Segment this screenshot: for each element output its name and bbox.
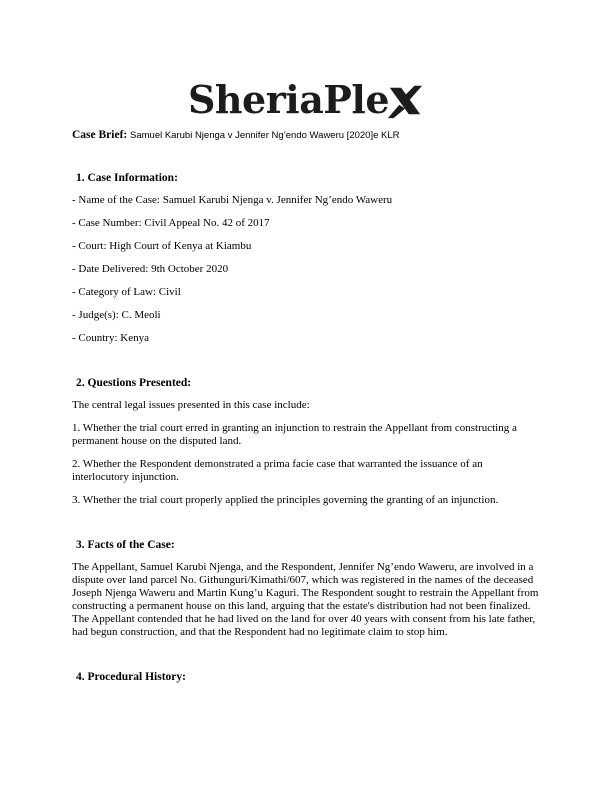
sheriaplex-logo bbox=[0, 78, 612, 122]
questions-presented-heading: 2. Questions Presented: bbox=[76, 377, 192, 389]
case-info-country: - Country: Kenya bbox=[72, 332, 149, 344]
case-information-heading: 1. Case Information: bbox=[76, 172, 178, 184]
case-info-category: - Category of Law: Civil bbox=[72, 286, 181, 298]
case-info-judge: - Judge(s): C. Meoli bbox=[72, 309, 161, 321]
case-info-name: - Name of the Case: Samuel Karubi Njenga v. Jennifer Ng’endo Waweru bbox=[72, 194, 393, 206]
question-item: 2. Whether the Respondent demonstrated a prima facie case that warranted the issuance of an interlocutory injunction. bbox=[72, 458, 483, 483]
facts-paragraph: The Appellant, Samuel Karubi Njenga, and the Respondent, Jennifer Ng’endo Waweru, are involved in a dispute over land parcel No. Githunguri/Kimathi/607, which was registered in the names of the deceased Joseph Njenga Waweru and Martin Kung’u Kaguri. The Respondent sought to restrain the Appellant from constructing a permanent house on this land, arguing that the estate's distribution had not been finalized. The Appellant contended that he had lived on the land for over 40 years with consent from his late father, had begun construction, and that the Respondent had no legitimate claim to stop him. bbox=[72, 561, 539, 638]
case-info-court: - Court: High Court of Kenya at Kiambu bbox=[72, 240, 252, 252]
facts-heading: 3. Facts of the Case: bbox=[76, 539, 175, 551]
question-item: 3. Whether the trial court properly applied the principles governing the granting of an injunction. bbox=[72, 494, 499, 506]
case-info-number: - Case Number: Civil Appeal No. 42 of 2017 bbox=[72, 217, 270, 229]
case-brief-name: Samuel Karubi Njenga v Jennifer Ng’endo Waweru [2020]e KLR bbox=[130, 130, 400, 141]
case-brief-title bbox=[72, 129, 400, 141]
logo-x-icon bbox=[386, 82, 424, 120]
case-brief-label: Case Brief: bbox=[72, 129, 128, 141]
logo-text: SheriaPle bbox=[187, 77, 389, 122]
questions-intro: The central legal issues presented in this case include: bbox=[72, 399, 310, 411]
document-body bbox=[72, 172, 542, 693]
question-item: 1. Whether the trial court erred in granting an injunction to restrain the Appellant from constructing a permanent house on the disputed land. bbox=[72, 422, 517, 447]
case-info-date: - Date Delivered: 9th October 2020 bbox=[72, 263, 229, 275]
procedural-history-heading: 4. Procedural History: bbox=[76, 671, 186, 683]
